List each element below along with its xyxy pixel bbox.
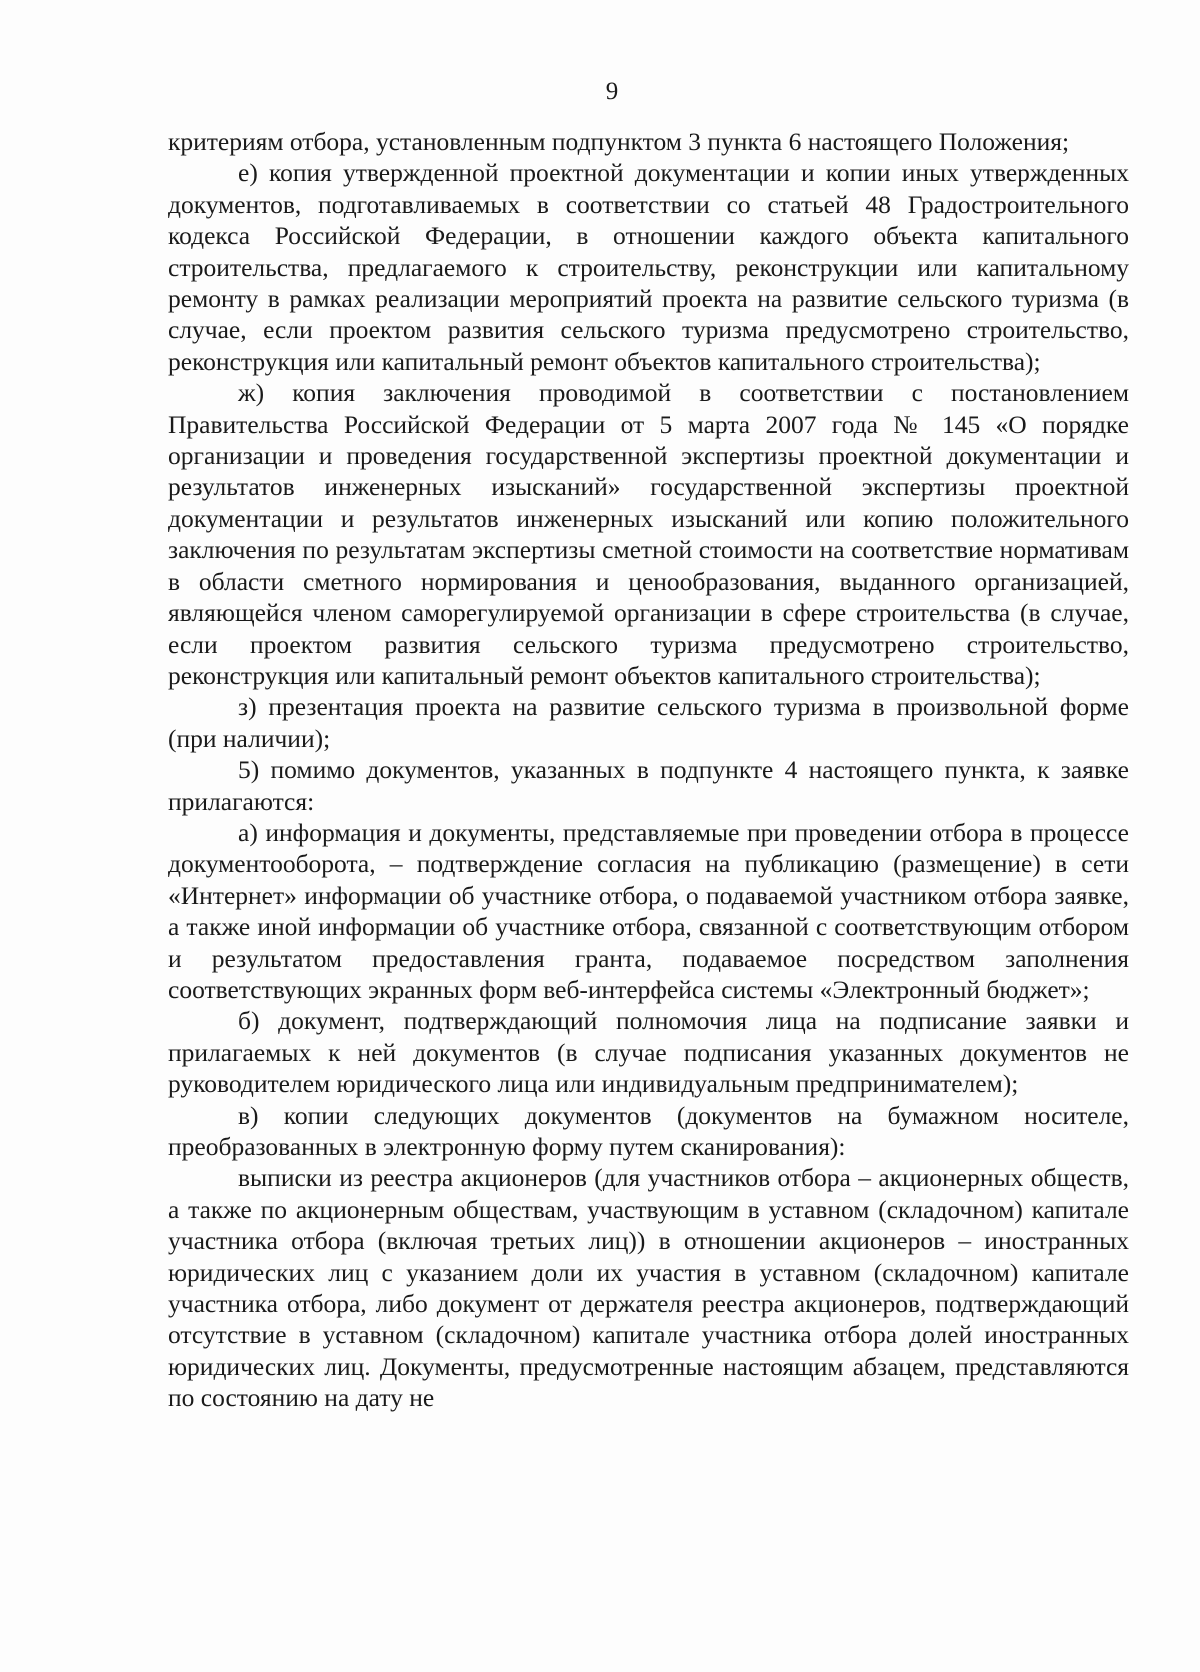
paragraph: ж) копия заключения проводимой в соответствии с постановлением Правительства Российской Федерации от 5 марта 2007 года № 145 «О порядке организации и проведения государственной экспертизы проектной документации и результатов инженерных изысканий» государственной экспертизы проектной документации и результатов инженерных изысканий или копию положительного заключения по результатам экспертизы сметной стоимости на соответствие нормативам в области сметного нормирования и ценообразования, выданного организацией, являющейся членом саморегулируемой организации в сфере строительства (в случае, если проектом развития сельского туризма предусмотрено строительство, реконструкция или капитальный ремонт объектов капитального строительства); [168, 378, 1129, 690]
paragraph: критериям отбора, установленным подпунктом 3 пункта 6 настоящего Положения; [168, 127, 1070, 156]
page-number: 9 [605, 78, 619, 105]
paragraph: б) документ, подтверждающий полномочия лица на подписание заявки и прилагаемых к ней документов (в случае подписания указанных документов не руководителем юридического лица или индивидуальным предпринимателем); [168, 1006, 1129, 1099]
paragraph: е) копия утвержденной проектной документации и копии иных утвержденных документов, подготавливаемых в соответствии со статьей 48 Градостроительного кодекса Российской Федерации, в отношении каждого объекта капитального строительства, предлагаемого к строительству, реконструкции или капитальному ремонту в рамках реализации мероприятий проекта на развитие сельского туризма (в случае, если проектом развития сельского туризма предусмотрено строительство, реконструкция или капитальный ремонт объектов капитального строительства); [168, 158, 1129, 376]
paragraph: в) копии следующих документов (документов на бумажном носителе, преобразованных в электронную форму путем сканирования): [168, 1100, 1129, 1161]
paragraph: выписки из реестра акционеров (для участников отбора – акционерных обществ, а также по акционерным обществам, участвующим в уставном (складочном) капитале участника отбора (включая третьих лиц)) в отношении акционеров – иностранных юридических лиц с указанием доли их участия в уставном (складочном) капитале участника отбора, либо документ от держателя реестра акционеров, подтверждающий отсутствие в уставном (складочном) капитале участника отбора долей иностранных юридических лиц. Документы, предусмотренные настоящим абзацем, представляются по состоянию на дату не [168, 1163, 1129, 1413]
paragraph: 5) помимо документов, указанных в подпункте 4 настоящего пункта, к заявке прилагаются: [168, 755, 1129, 816]
paragraph: а) информация и документы, представляемые при проведении отбора в процессе документооборота, – подтверждение согласия на публикацию (размещение) в сети «Интернет» информации об участнике отбора, о подаваемой участником отбора заявке, а также иной информации об участнике отбора, связанной с соответствующим отбором и результатом предоставления гранта, подаваемое посредством заполнения соответствующих экранных форм веб-интерфейса системы «Электронный бюджет»; [168, 817, 1129, 1004]
document-body [168, 126, 1129, 1414]
paragraph: з) презентация проекта на развитие сельского туризма в произвольной форме (при наличии); [168, 692, 1129, 753]
